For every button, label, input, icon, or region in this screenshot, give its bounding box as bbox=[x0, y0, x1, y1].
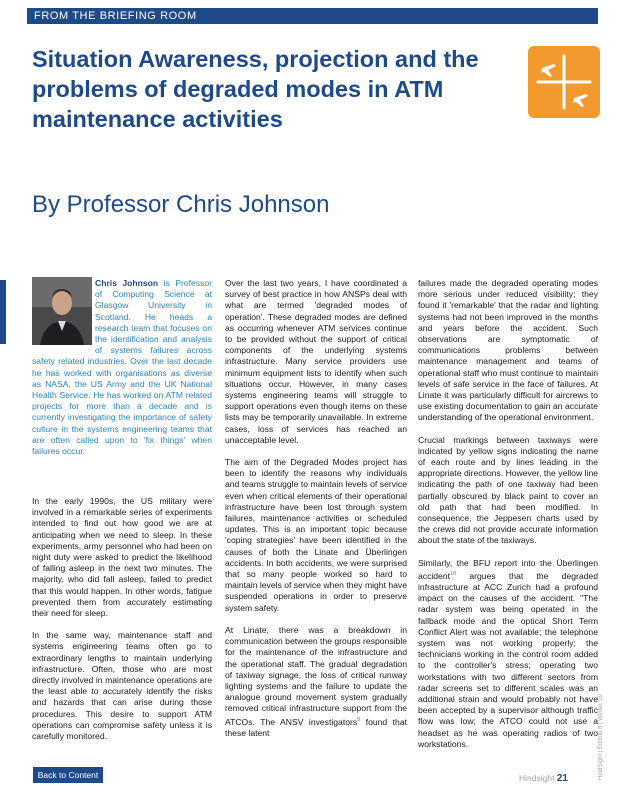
magazine-name: Hindsight bbox=[519, 773, 555, 783]
column-3 bbox=[418, 278, 598, 761]
column-1 bbox=[32, 496, 212, 753]
photo-spacer bbox=[32, 278, 95, 346]
author-bio bbox=[32, 278, 212, 457]
col2-paragraph-2: The aim of the Degraded Modes project has been to identify the reasons why individuals and teams struggle to maintain levels of service even when critical elements of their operational infrastructure have been lost through system failures, maintenance activities or scheduled updates. This is an important topic because 'coping strategies' have been identified in the causes of both the Linate and Überlingen accidents. In both accidents, we were surprised that so many people worked so hard to maintain levels of service when they might have suspended operations in order to preserve system safety. bbox=[225, 457, 407, 613]
page-footer bbox=[519, 773, 568, 784]
column-2 bbox=[225, 278, 407, 750]
col3-paragraph-3a: Similarly, the BFU report into the Überlingen accident bbox=[418, 557, 598, 581]
col3-paragraph-3 bbox=[418, 558, 598, 750]
author-bio-text: is Professor of Computing Science at Glasgow University in Scotland. He heads a research team that focuses on the identification and analysis of systems failures across safety related industries. Over the last decade he has worked with organisations as diverse as NASA, the US Army and the UK National Health Service. He has worked on ATM related projects for more than a decade and is currently investigating the importance of safety culture in the systems engineering teams that are often called upon to 'fix things' when failures occur. bbox=[32, 278, 212, 457]
col1-paragraph-1: In the early 1990s, the US military were involved in a remarkable series of experiments intended to find out how good we are at anticipating when we need to sleep. In these experiments, army personnel who had been on night duty were asked to predict the likelihood of falling asleep in the next two minutes. The majority, who did fall asleep, failed to predict that this would happen. In other words, fatigue prevented them from accurately estimating their need for sleep. bbox=[32, 496, 212, 619]
author-name: Chris Johnson bbox=[95, 278, 159, 288]
col3-paragraph-1: failures made the degraded operating modes more serious under reduced visibility; they found it 'remarkable' that the radar and lighting systems had not been improved in the months and years before the accident. Such observations are symptomatic of communications problems between maintenance management and teams of operational staff who must continue to maintain levels of safe service in the face of failures. At Linate it was particularly difficult for aircrews to use existing documentation to gain an accurate understanding of the operational environment. bbox=[418, 278, 598, 423]
back-to-content-button[interactable]: Back to Content bbox=[33, 767, 103, 783]
col2-paragraph-3 bbox=[225, 625, 407, 739]
article-title: Situation Awareness, projection and the problems of degraded modes in ATM maintenance activities bbox=[32, 46, 479, 132]
col2-paragraph-1: Over the last two years, I have coordinated a survey of best practice in how ANSPs deal with what are termed 'degraded modes of operation'. These degraded modes are defined as occurring whenever ATM services continue to be provided without the support of critical components of the underlying systems infrastructure. Many service providers use minimum equipment lists to identify when such situations occur. However, in many cases systems engineering teams will struggle to support operations even though items on these lists may be temporarily unavailable. In extreme cases, loss of services has reached an unacceptable level. bbox=[225, 278, 407, 445]
edition-vertical-label bbox=[598, 694, 608, 780]
footnote-ref-10: 10 bbox=[450, 570, 457, 577]
col3-paragraph-3b: argues that the degraded infrastructure at ACC Zurich had a profound impact on the causes of the accident. "The radar system was being operated in the fallback mode and the optical Short Term Conflict Alert was not available; the telephone system was not working properly; the technicians working in the control room added to the controller's stress; operating two workstations with two different sectors from radar screens set to different scales was an additional strain and would probably not have been accepted by a supervisor although traffic flow was low; the ATCO could not use a headset as he was operating radios of two workstations. bbox=[418, 570, 598, 749]
col3-paragraph-2: Crucial markings between taxiways were indicated by yellow signs indicating the name of each route and by lines leading in the appropriate directions. However, the yellow line indicating the path of one taxiway had been partially obscured by black paint to cover an old path that had been modified. In consequence, the Jeppesen charts used by the crews did not provide accurate information about the state of the taxiways. bbox=[418, 434, 598, 546]
briefing-room-logo-icon bbox=[528, 46, 600, 118]
footnote-ref-9: 9 bbox=[357, 716, 361, 723]
section-label: FROM THE BRIEFING ROOM bbox=[34, 10, 197, 22]
col1-paragraph-2: In the same way, maintenance staff and systems engineering teams often go to extraordinary lengths to maintain underlying infrastructure. Often, those who are most directly involved in maintenance operations are the least able to accurately identify the risks and hazards that can arise during those procedures. This desire to support ATM operations can compromise safety unless it is carefully monitored. bbox=[32, 630, 212, 742]
section-header-bar bbox=[27, 8, 598, 24]
col2-paragraph-3-text: At Linate, there was a breakdown in communication between the groups responsible for the maintenance of the infrastructure and the operational staff. The gradual degradation of taxiway signage, the loss of critical runway lighting systems and the failure to update the analogue ground movement system gradually removed critical infrastructure support from the ATCOs. The ANSV investigators bbox=[225, 624, 408, 727]
left-edge-marker bbox=[0, 280, 6, 344]
page-number: 21 bbox=[556, 773, 568, 784]
edition-text: HindSight | Edition 8 | Winter '09 bbox=[598, 694, 604, 780]
col2-paragraph-3-end: found that these latent bbox=[225, 716, 407, 738]
article-byline: By Professor Chris Johnson bbox=[32, 191, 330, 218]
